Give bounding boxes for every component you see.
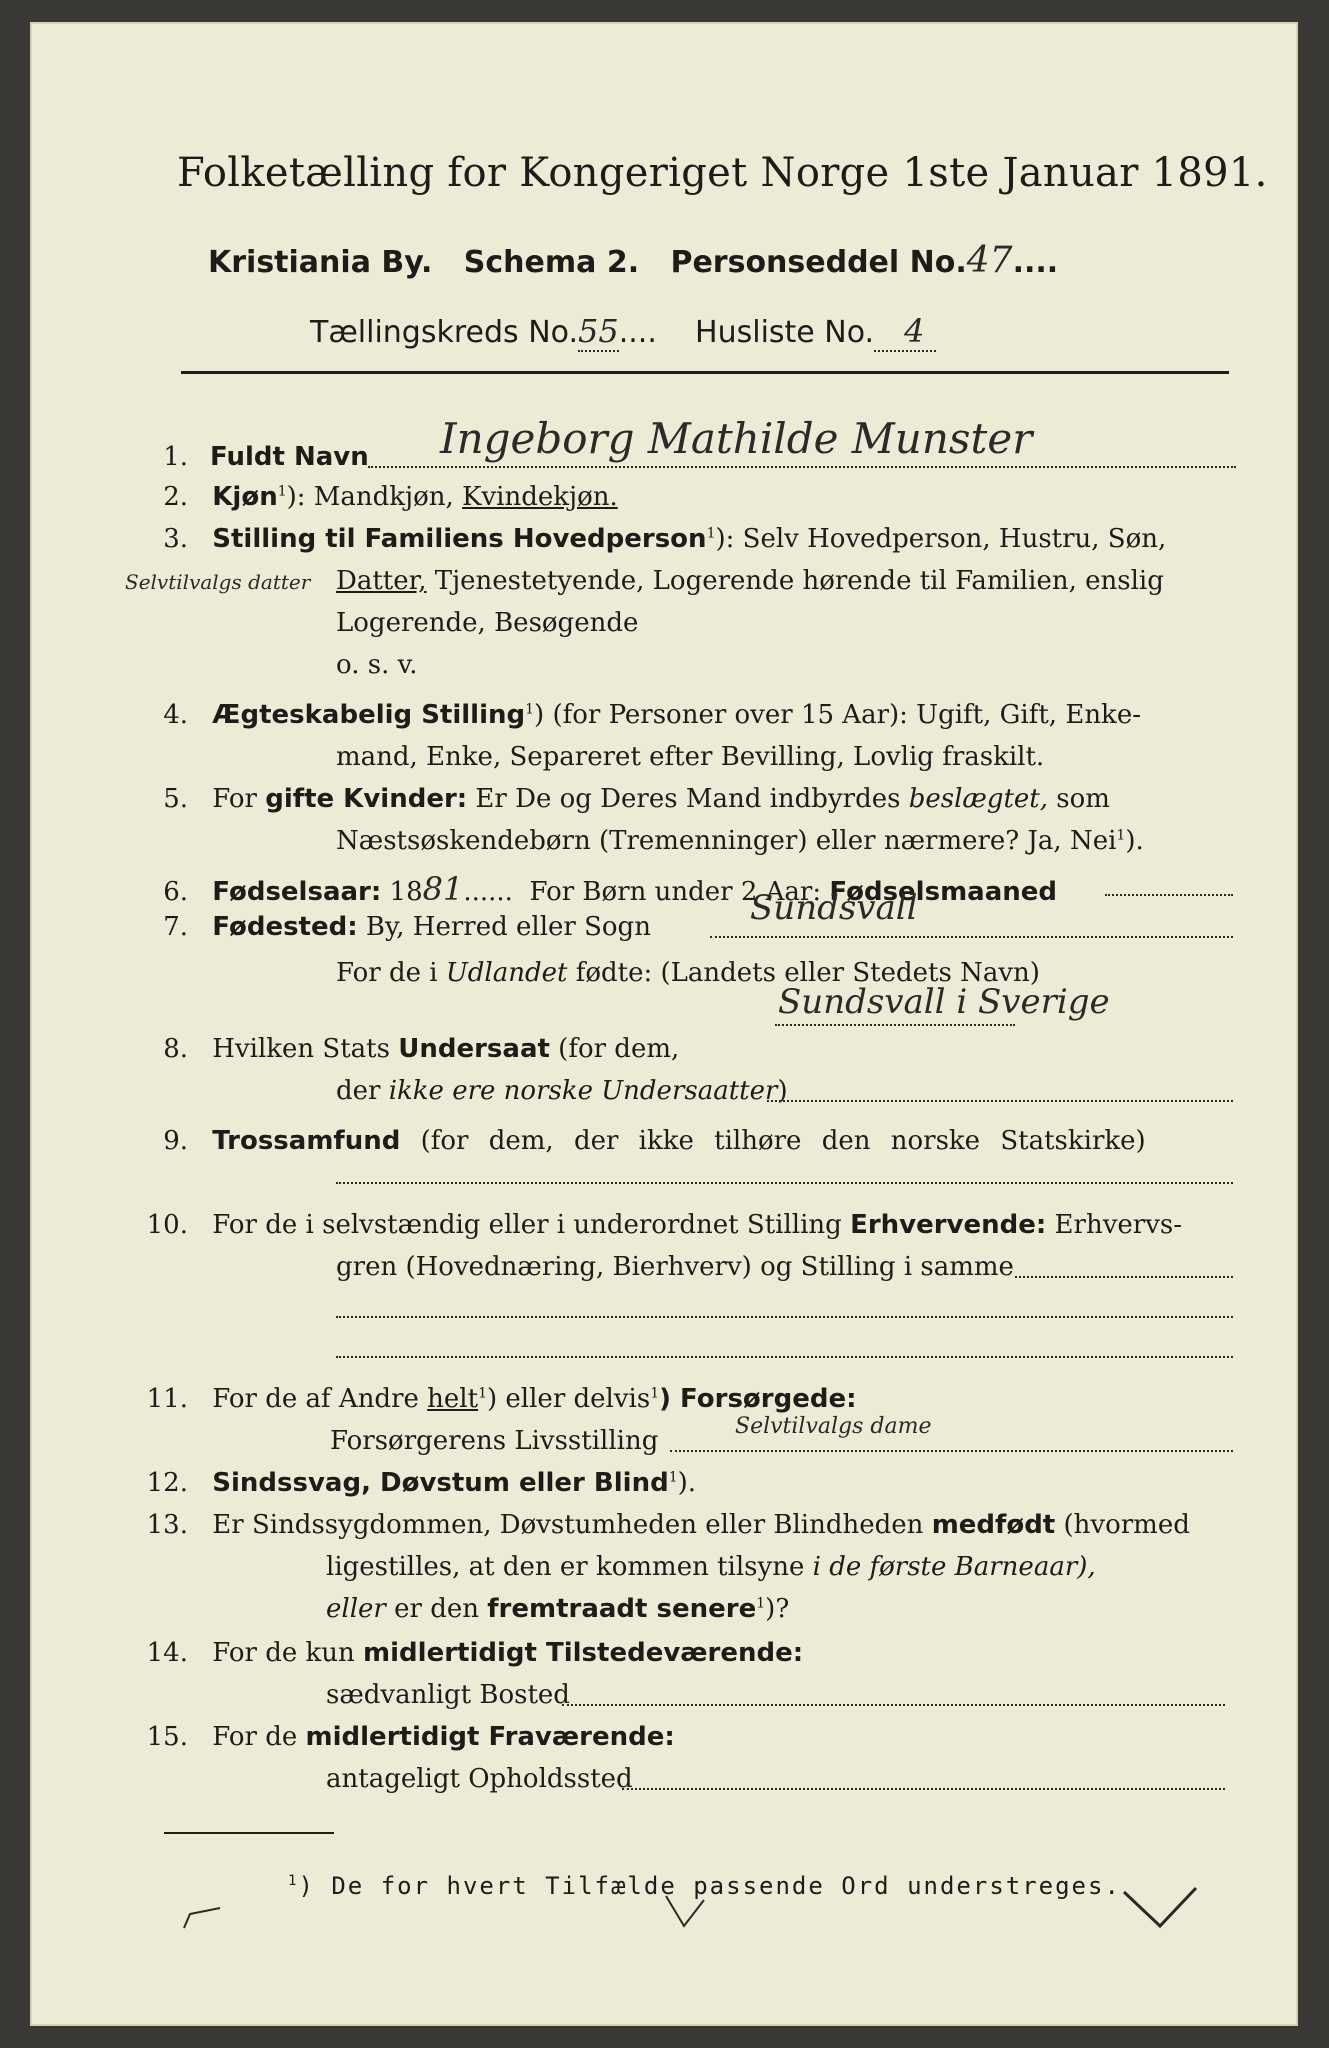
field-8-line [767, 1088, 1233, 1102]
field-5-line1: 5. For gifte Kvinder: Er De og Deres Mand indbyrdes beslægtet, som [163, 784, 1110, 814]
footnote: $^1$) De for hvert Tilfælde passende Ord understreges. [288, 1872, 1121, 1900]
field-3-line4: o. s. v. [336, 650, 418, 680]
census-form [30, 22, 1298, 2026]
field-4-line2: mand, Enke, Separeret efter Bevilling, Lovlig fraskilt. [336, 742, 1045, 772]
field-11-line2: Forsørgerens Livsstilling [330, 1426, 659, 1456]
field-15-line [622, 1776, 1225, 1790]
field-3-line1: 3. Stilling til Familiens Hovedperson$^1$): Selv Hovedperson, Hustru, Søn, [163, 524, 1167, 554]
field-4-line1: 4. Ægteskabelig Stilling$^1$) (for Personer over 15 Aar): Ugift, Gift, Enke- [163, 700, 1141, 730]
pencil-mark-3 [1120, 1882, 1200, 1932]
field-15-line2: antageligt Opholdssted [326, 1764, 633, 1794]
pencil-mark-1 [180, 1904, 230, 1934]
provider-occupation-value: Selvtilvalgs dame [735, 1414, 932, 1439]
field-3-margin-note: Selvtilvalgs datter [125, 570, 311, 594]
husliste-number: 4 [874, 312, 936, 352]
field-1-value: Ingeborg Mathilde Munster [440, 414, 1033, 463]
field-13-line3: eller er den fremtraadt senere$^1$)? [326, 1594, 790, 1624]
form-subheader: Kristiania By. Schema 2. Personseddel No.47.... [208, 240, 1059, 281]
field-6: 6. Fødselsaar: 1881...... For Børn under 2 Aar: Fødselsmaaned [163, 870, 1058, 908]
birthplace-value: Sundsvall [750, 888, 918, 928]
form-title: Folketælling for Kongeriget Norge 1ste Januar 1891. [177, 150, 1268, 196]
field-10-line-a [1015, 1264, 1233, 1278]
field-6-line [1105, 882, 1233, 896]
personseddel-number: 47 [966, 240, 1013, 281]
field-7-line2-rule [775, 1012, 1015, 1026]
field-9-line [336, 1170, 1233, 1184]
footnote-rule [164, 1832, 334, 1834]
field-14-line2: sædvanligt Bosted [326, 1680, 570, 1710]
field-10-line1: 10. For de i selvstændig eller i underordnet Stilling Erhvervende: Erhvervs- [146, 1210, 1183, 1240]
foreign-birthplace-value: Sundsvall i Sverige [778, 982, 1110, 1022]
pencil-mark-2 [660, 1892, 710, 1932]
field-13-line1: 13. Er Sindssygdommen, Døvstumheden eller Blindheden medfødt (hvormed [146, 1510, 1190, 1540]
field-3-line3: Logerende, Besøgende [336, 608, 639, 638]
header-rule [181, 371, 1229, 374]
field-2: 2. Kjøn$^1$): Mandkjøn, Kvindekjøn. [163, 482, 618, 512]
kreds-number: 55 [578, 312, 619, 350]
field-11-line [670, 1438, 1233, 1452]
field-3-line2: Datter, Tjenestetyende, Logerende hørende til Familien, enslig [336, 566, 1164, 596]
field-9: 9. Trossamfund (for dem, der ikke tilhøre den norske Statskirke) [163, 1126, 1146, 1156]
field-8-line1: 8. Hvilken Stats Undersaat (for dem, [163, 1034, 680, 1064]
field-11-selected: helt [427, 1384, 479, 1414]
birth-year-value: 81 [422, 870, 464, 908]
field-14-line1: 14. For de kun midlertidigt Tilstedeværende: [146, 1638, 804, 1668]
field-10-line-c [336, 1344, 1233, 1358]
field-11-line1: 11. For de af Andre helt$^1$) eller delvis$^1$) Forsørgede: [146, 1384, 857, 1414]
field-1-label: Fuldt Navn [210, 442, 369, 472]
field-14-line [562, 1692, 1225, 1706]
field-13-line2: ligestilles, at den er kommen tilsyne i de første Barneaar), [326, 1552, 1096, 1582]
field-10-line-b [336, 1304, 1233, 1318]
field-10-line2: gren (Hovednæring, Bierhverv) og Stilling i samme [336, 1252, 1014, 1282]
field-7-line1: 7. Fødested: By, Herred eller Sogn [163, 912, 651, 942]
field-12: 12. Sindssvag, Døvstum eller Blind$^1$). [146, 1468, 697, 1498]
field-2-selected: Kvindekjøn. [462, 482, 618, 512]
field-8-line2: der ikke ere norske Undersaatter) [336, 1076, 788, 1106]
field-15-line1: 15. For de midlertidigt Fraværende: [146, 1722, 675, 1752]
form-district-line: Tællingskreds No.55.... Husliste No. 4 [310, 312, 936, 350]
field-7-line2: For de i Udlandet fødte: (Landets eller Stedets Navn) [336, 958, 1040, 988]
field-3-selected: Datter, [336, 566, 427, 596]
field-1-number: 1. [163, 442, 188, 472]
field-5-line2: Næstsøskendebørn (Tremenninger) eller nærmere? Ja, Nei$^1$). [336, 826, 1144, 856]
